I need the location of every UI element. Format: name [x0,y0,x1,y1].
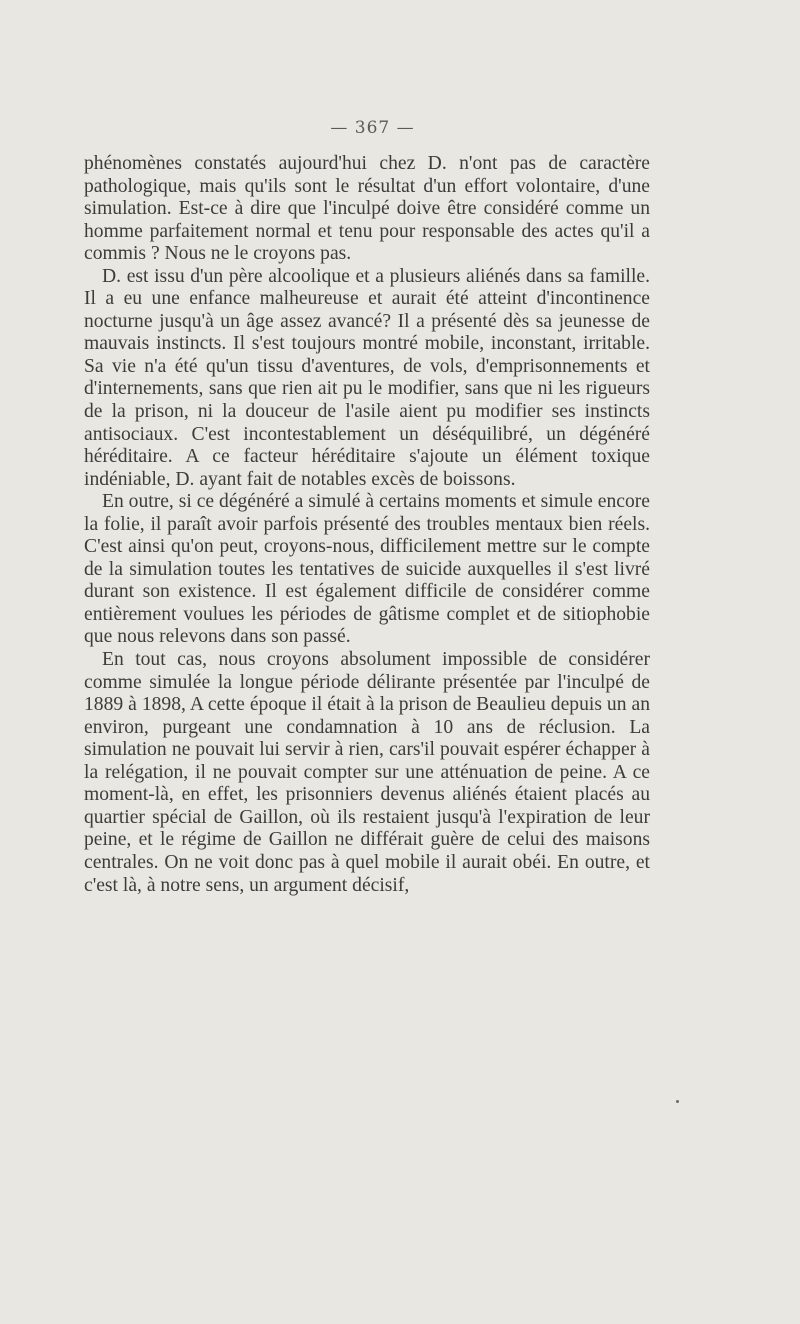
paragraph-delirium-period: En tout cas, nous croyons absolument impossible de considérer comme simulée la longue période délirante présentée par l'inculpé de 1889 à 1898, A cette époque il était à la prison de Beaulieu depuis un an environ, purgeant une condamnation à 10 ans de réclusion. La simulation ne pouvait lui servir à rien, cars'il pouvait espérer échapper à la relégation, il ne pouvait compter sur une atténuation de peine. A ce moment-là, en effet, les prisonniers devenus aliénés étaient placés au quartier spécial de Gaillon, où ils restaient jusqu'à l'expiration de leur peine, et le régime de Gaillon ne différait guère de celui des maisons centrales. On ne voit donc pas à quel mobile il aurait obéi. En outre, et c'est là, à notre sens, un argument décisif, [84,649,650,896]
paragraph-continuation: phénomènes constatés aujourd'hui chez D. n'ont pas de caractère pathologique, mais qu'ils sont le résultat d'un effort volontaire, d'une simulation. Est-ce à dire que l'inculpé doive être considéré comme un homme parfaitement normal et tenu pour responsable des actes qu'il a commis ? Nous ne le croyons pas. [84,153,650,265]
paragraph-heredity: D. est issu d'un père alcoolique et a plusieurs aliénés dans sa famille. Il a eu une enfance malheureuse et aurait été atteint d'incontinence nocturne jusqu'à un âge assez avancé? Il a présenté dès sa jeunesse de mauvais instincts. Il s'est toujours montré mobile, inconstant, irritable. Sa vie n'a été qu'un tissu d'aventures, de vols, d'emprisonnements et d'internements, sans que rien ait pu le modifier, sans que ni les rigueurs de la prison, ni la douceur de l'asile aient pu modifier ses instincts antisociaux. C'est incontestablement un déséquilibré, un dégénéré héréditaire. A ce facteur héréditaire s'ajoute un élément toxique indéniable, D. ayant fait de notables excès de boissons. [84,265,650,490]
paragraph-real-disorders: En outre, si ce dégénéré a simulé à certains moments et simule encore la folie, il paraît avoir parfois présenté des troubles mentaux bien réels. C'est ainsi qu'on peut, croyons-nous, difficilement mettre sur le compte de la simulation toutes les tentatives de suicide auxquelles il s'est livré durant son existence. Il est également difficile de considérer comme entièrement voulues les périodes de gâtisme complet et de sitiophobie que nous relevons dans son passé. [84,491,650,648]
body-text [84,153,650,897]
margin-speck [676,1100,679,1103]
page-number: — 367 — [330,118,415,138]
